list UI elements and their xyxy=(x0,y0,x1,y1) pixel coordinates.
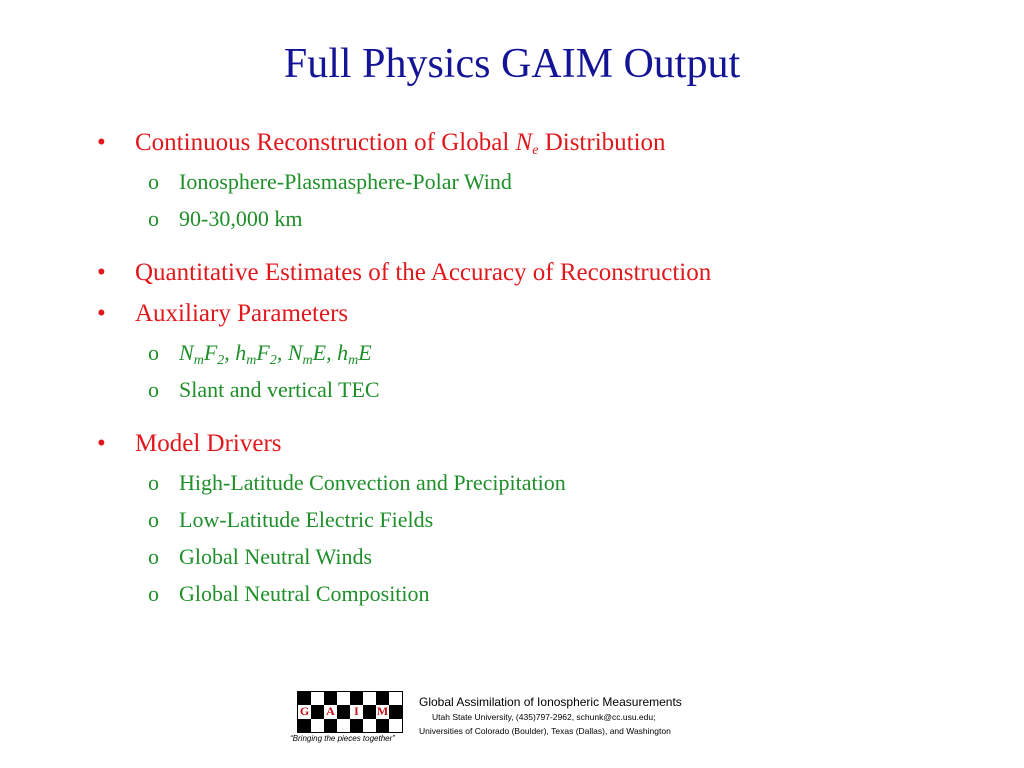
bullet-text: Continuous Reconstruction of Global $N_e$ Distribution xyxy=(135,129,666,158)
bullet-mark: • xyxy=(97,129,106,156)
sub-mark: o xyxy=(148,169,159,194)
sub-text: Low-Latitude Electric Fields xyxy=(179,507,434,532)
sub-text: 90-30,000 km xyxy=(179,206,303,231)
sub-text: Global Neutral Composition xyxy=(179,581,430,606)
footer-contact: Utah State University, (435)797-2962, schunk@cc.usu.edu; xyxy=(432,712,656,722)
logo-tagline: “Bringing the pieces together” xyxy=(290,734,395,743)
logo-letter: I xyxy=(350,705,363,718)
footer-partners: Universities of Colorado (Boulder), Texas (Dallas), and Washington xyxy=(419,726,671,736)
bullet-text: Auxiliary Parameters xyxy=(135,300,349,327)
logo-letter: G xyxy=(299,704,310,719)
bullet-text: Model Drivers xyxy=(135,430,282,457)
gaim-logo xyxy=(297,691,403,733)
sub-mark: o xyxy=(148,507,159,532)
sub-text: Slant and vertical TEC xyxy=(179,377,380,402)
logo-letter: A xyxy=(324,705,337,718)
sub-mark: o xyxy=(148,340,159,365)
bullet-mark: • xyxy=(97,430,106,457)
bullet-mark: • xyxy=(97,259,106,286)
bullet-mark: • xyxy=(97,300,106,327)
sub-mark: o xyxy=(148,581,159,606)
sub-math: $N_mF_2$, $h_mF_2$, $N_mE$, $h_mE$ xyxy=(179,340,372,368)
logo-letter: M xyxy=(376,704,389,719)
sub-mark: o xyxy=(148,470,159,495)
bullet-text: Quantitative Estimates of the Accuracy of Reconstruction xyxy=(135,259,712,286)
sub-text: Ionosphere-Plasmasphere-Polar Wind xyxy=(179,169,512,194)
footer-credits xyxy=(419,694,682,738)
sub-mark: o xyxy=(148,206,159,231)
sub-mark: o xyxy=(148,377,159,402)
sub-text: High-Latitude Convection and Precipitation xyxy=(179,470,566,495)
sub-mark: o xyxy=(148,544,159,569)
sub-text: Global Neutral Winds xyxy=(179,544,373,569)
slide-title: Full Physics GAIM Output xyxy=(283,41,741,87)
footer-org-name: Global Assimilation of Ionospheric Measurements xyxy=(419,695,682,709)
